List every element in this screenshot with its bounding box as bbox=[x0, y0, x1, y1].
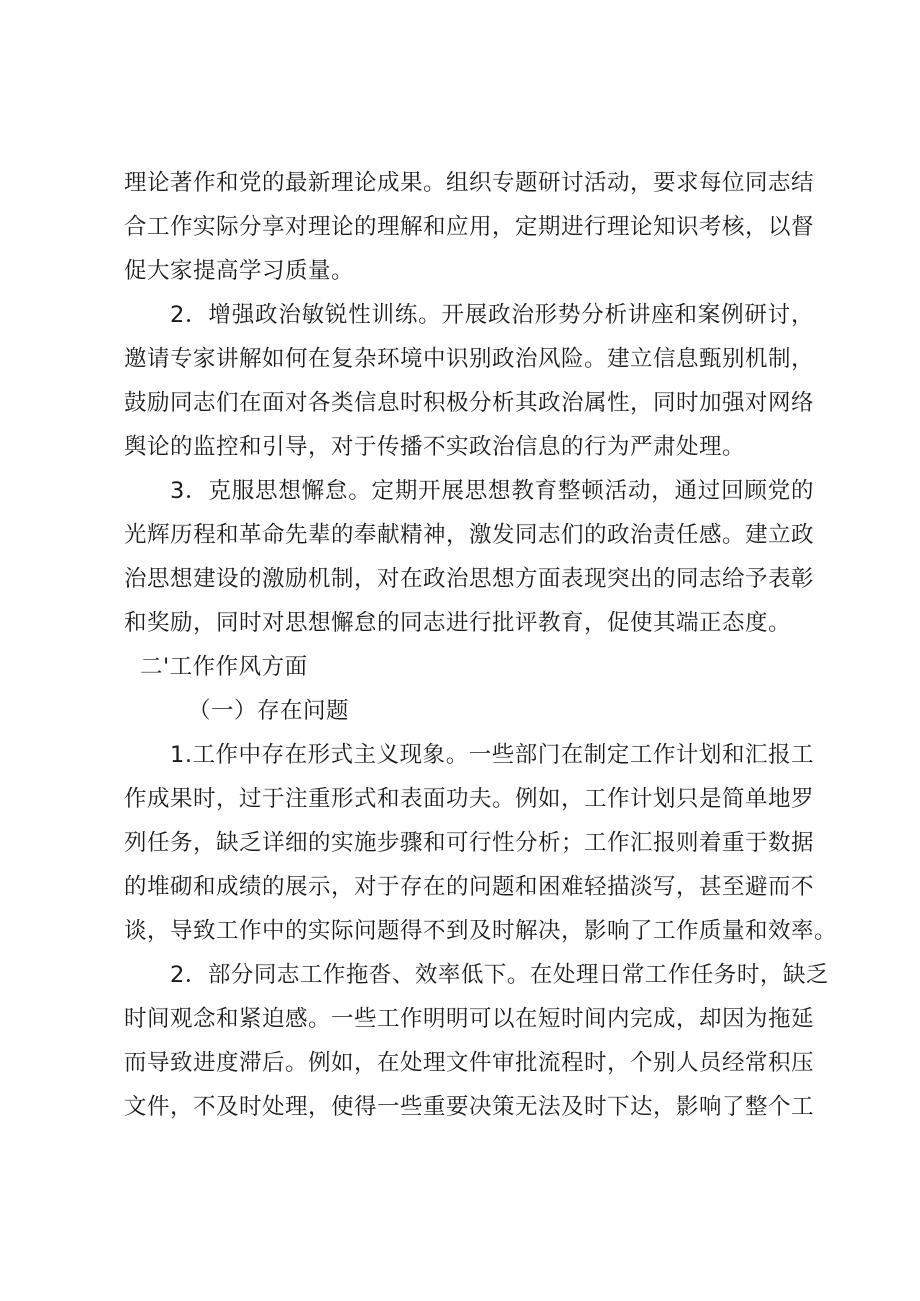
section-heading: 二'工作作风方面 bbox=[140, 654, 308, 680]
paragraph-line: 合工作实际分享对理论的理解和应用，定期进行理论知识考核，以督 bbox=[124, 214, 815, 240]
paragraph-line: 邀请专家讲解如何在复杂环境中识别政治风险。建立信息甄别机制， bbox=[124, 346, 815, 372]
paragraph-line: 而导致进度滞后。例如，在处理文件审批流程时，个别人员经常积压 bbox=[124, 1050, 815, 1076]
paragraph-line: 文件，不及时处理，使得一些重要决策无法及时下达，影响了整个工 bbox=[124, 1094, 815, 1120]
paragraph-line: 和奖励，同时对思想懈怠的同志进行批评教育，促使其端正态度。 bbox=[124, 610, 792, 636]
paragraph-line: 谈，导致工作中的实际问题得不到及时解决，影响了工作质量和效率。 bbox=[124, 918, 838, 944]
paragraph-line: 1.工作中存在形式主义现象。一些部门在制定工作计划和汇报工 bbox=[170, 742, 814, 768]
paragraph-line: 时间观念和紧迫感。一些工作明明可以在短时间内完成，却因为拖延 bbox=[124, 1006, 815, 1032]
paragraph-line: 舆论的监控和引导，对于传播不实政治信息的行为严肃处理。 bbox=[124, 434, 746, 460]
paragraph-line: 光辉历程和革命先辈的奉献精神，激发同志们的政治责任感。建立政 bbox=[124, 522, 815, 548]
paragraph-line: 促大家提高学习质量。 bbox=[124, 258, 355, 284]
paragraph-line: 的堆砌和成绩的展示，对于存在的问题和困难轻描淡写，甚至避而不 bbox=[124, 874, 815, 900]
paragraph-line: 列任务，缺乏详细的实施步骤和可行性分析；工作汇报则着重于数据 bbox=[124, 830, 815, 856]
paragraph-line: 3．克服思想懈怠。定期开展思想教育整顿活动，通过回顾党的 bbox=[170, 478, 814, 504]
paragraph-line: 理论著作和党的最新理论成果。组织专题研讨活动，要求每位同志结 bbox=[124, 170, 815, 196]
paragraph-line: 2．部分同志工作拖沓、效率低下。在处理日常工作任务时，缺乏 bbox=[170, 962, 829, 988]
subsection-heading: （一）存在问题 bbox=[188, 698, 350, 724]
paragraph-line: 2．增强政治敏锐性训练。开展政治形势分析讲座和案例研讨， bbox=[170, 302, 814, 328]
paragraph-line: 治思想建设的激励机制，对在政治思想方面表现突出的同志给予表彰 bbox=[124, 566, 815, 592]
paragraph-line: 作成果时，过于注重形式和表面功夫。例如，工作计划只是简单地罗 bbox=[124, 786, 815, 812]
paragraph-line: 鼓励同志们在面对各类信息时积极分析其政治属性，同时加强对网络 bbox=[124, 390, 815, 416]
